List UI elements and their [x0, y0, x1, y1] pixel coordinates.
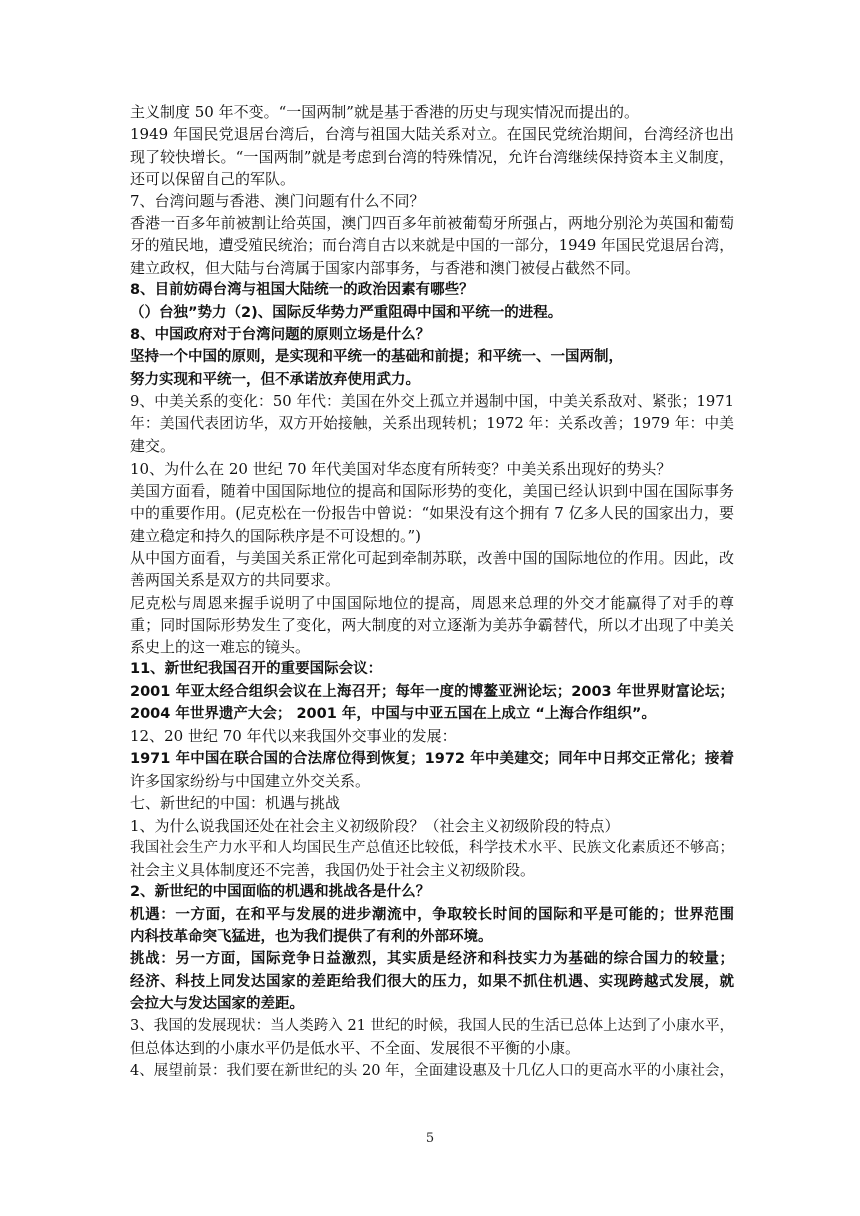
text-line: 尼克松与周恩来握手说明了中国国际地位的提高，周恩来总理的外交才能赢得了对手的尊 [130, 593, 734, 612]
text-line: 美国方面看，随着中国国际地位的提高和国际形势的变化，美国已经认识到中国在国际事务 [130, 482, 734, 501]
text-line: 会拉大与发达国家的差距。 [130, 995, 304, 1012]
text-line: 建交。 [130, 437, 176, 456]
text-line: 7、台湾问题与香港、澳门问题有什么不同？ [130, 192, 425, 211]
text-line: 努力实现和平统一，但不承诺放弃使用武力。 [130, 371, 420, 388]
text-line: 系史上的这一难忘的镜头。 [130, 638, 311, 657]
text-line: 挑战：另一方面，国际竞争日益激烈，其实质是经济和科技实力为基础的综合国力的较量； [130, 951, 734, 968]
text-line: 3、我国的发展现状：当人类跨入 21 世纪的时候，我国人民的生活已总体上达到了小康水平， [130, 1018, 734, 1035]
text-line: 牙的殖民地，遭受殖民统治；而台湾自古以来就是中国的一部分，1949 年国民党退居台湾， [130, 236, 734, 254]
text-line: 2004 年世界遗产大会； 2001 年，中国与中亚五国在上成立 “上海合作组织”。 [130, 706, 656, 723]
text-line: 内科技革命突飞猛进，也为我们提供了有利的外部环境。 [130, 928, 493, 945]
text-line: 现了较快增长。“一国两制”就是考虑到台湾的特殊情况，允许台湾继续保持资本主义制度， [130, 147, 734, 166]
text-line: 2001 年亚太经合组织会议在上海召开；每年一度的博鳌亚洲论坛；2003 年世界财富论坛； [130, 683, 734, 700]
text-line: 善两国关系是双方的共同要求。 [130, 571, 341, 590]
text-line: 我国社会生产力水平和人均国民生产总值还比较低，科学技术水平、民族文化素质还不够高； [130, 839, 734, 856]
text-line: 机遇：一方面，在和平与发展的进步潮流中，争取较长时间的国际和平是可能的；世界范围 [130, 906, 734, 923]
text-line: 8、目前妨碍台湾与祖国大陆统一的政治因素有哪些？ [130, 282, 474, 299]
page-number: 5 [425, 1131, 435, 1146]
text-line: 但总体达到的小康水平仍是低水平、不全面、发展很不平衡的小康。 [130, 1039, 581, 1058]
text-line: 主义制度 50 年不变。“一国两制”就是基于香港的历史与现实情况而提出的。 [130, 103, 639, 121]
text-line: 建立政权，但大陆与台湾属于国家内部事务，与香港和澳门被侵占截然不同。 [130, 259, 641, 278]
text-line: 七、新世纪的中国：机遇与挑战 [130, 794, 341, 813]
text-line: 9、中美关系的变化：50 年代：美国在外交上孤立并遏制中国，中美关系敌对、紧张；1971 [130, 392, 734, 410]
text-line: 年：美国代表团访华，双方开始接触，关系出现转机；1972 年：关系改善；1979 年：中美 [130, 415, 734, 433]
text-line: 社会主义具体制度还不完善，我国仍处于社会主义初级阶段。 [130, 861, 536, 880]
text-line: 从中国方面看，与美国关系正常化可起到牵制苏联，改善中国的国际地位的作用。因此，改 [130, 548, 734, 567]
text-line: 重；同时国际形势发生了变化，两大制度的对立逐渐为美苏争霸替代，所以才出现了中美关 [130, 615, 734, 634]
text-line: 1949 年国民党退居台湾后，台湾与祖国大陆关系对立。在国民党统治期间，台湾经济也出 [130, 125, 734, 144]
text-line: 1971 年中国在联合国的合法席位得到恢复；1972 年中美建交；同年中日邦交正常化；接着 [130, 750, 734, 767]
text-line: 4、展望前景：我们要在新世纪的头 20 年，全面建设惠及十几亿人口的更高水平的小康社会， [130, 1062, 734, 1079]
text-line: 10、为什么在 20 世纪 70 年代美国对华态度有所转变？中美关系出现好的势头？ [130, 459, 672, 478]
text-line: 8、中国政府对于台湾问题的原则立场是什么？ [130, 326, 431, 343]
document-body [130, 101, 734, 1082]
text-line: 12、20 世纪 70 年代以来我国外交事业的发展： [130, 727, 457, 746]
text-line: 2、新世纪的中国面临的机遇和挑战各是什么？ [130, 884, 431, 901]
text-line: 许多国家纷纷与中国建立外交关系。 [130, 771, 371, 790]
text-line: 经济、科技上同发达国家的差距给我们很大的压力，如果不抓住机遇、实现跨越式发展，就 [130, 973, 734, 990]
text-line: 1、为什么说我国还处在社会主义初级阶段？（社会主义初级阶段的特点） [130, 816, 620, 835]
text-line: 建立稳定和持久的国际秩序是不可设想的。”) [130, 526, 422, 545]
text-line: 11、新世纪我国召开的重要国际会议： [130, 661, 383, 678]
text-line: 香港一百多年前被割让给英国，澳门四百多年前被葡萄牙所强占，两地分别沦为英国和葡萄 [130, 214, 734, 233]
text-line: 坚持一个中国的原则，是实现和平统一的基础和前提；和平统一、一国两制， [130, 349, 623, 366]
text-line: 中的重要作用。(尼克松在一份报告中曾说：“如果没有这个拥有 7 亿多人民的国家出力，要 [130, 504, 734, 523]
text-line: （）台独”势力（2)、国际反华势力严重阻碍中国和平统一的进程。 [130, 304, 563, 321]
text-line: 还可以保留自己的军队。 [130, 169, 296, 188]
